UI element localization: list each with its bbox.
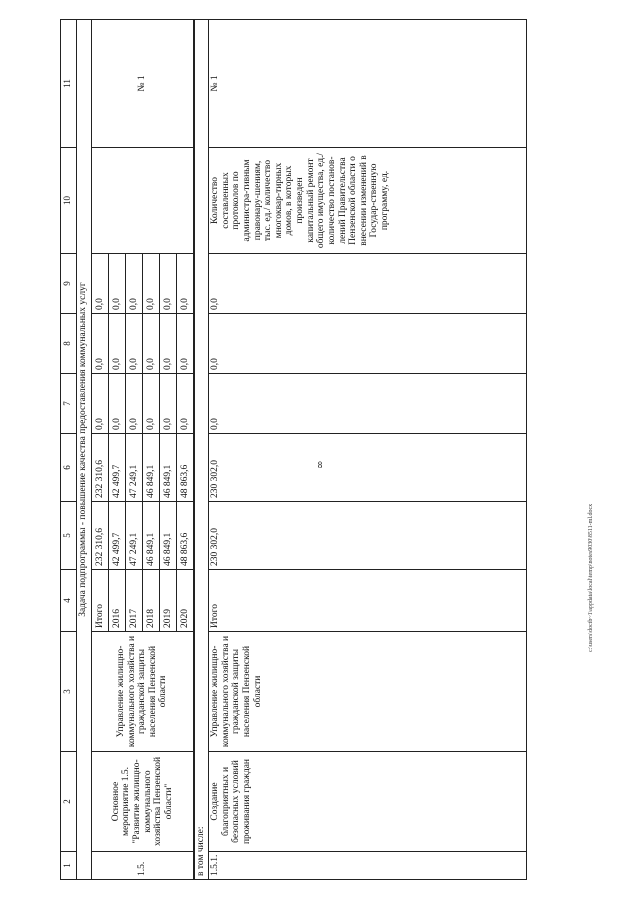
value-cell: 0,0 xyxy=(126,314,143,374)
page-number: 8 xyxy=(317,460,323,470)
measure-name: Основное мероприятие 1.5. "Развитие жилищно-коммунального хозяйства Пензенской области" xyxy=(92,752,195,852)
value-cell: 48 863,6 xyxy=(177,434,195,502)
value-cell: 0,0 xyxy=(143,374,160,434)
value-cell: 0,0 xyxy=(177,254,195,314)
including-label: в том числе: xyxy=(194,20,209,880)
program-table xyxy=(60,19,527,880)
value-cell: 0,0 xyxy=(209,254,527,314)
task-text: Задача подпрограммы - повышение качества предоставления коммунальных услуг xyxy=(77,20,92,880)
indicator-cell xyxy=(92,148,195,254)
value-cell: 0,0 xyxy=(92,254,109,314)
header-row xyxy=(61,20,77,880)
value-cell: 0,0 xyxy=(143,314,160,374)
header-cell: 7 xyxy=(61,374,77,434)
header-cell: 1 xyxy=(61,852,77,880)
value-cell: 0,0 xyxy=(109,314,126,374)
year-cell: 2018 xyxy=(143,570,160,632)
value-cell: 47 249,1 xyxy=(126,502,143,570)
value-cell: 0,0 xyxy=(109,254,126,314)
executor: Управление жилищно-коммунального хозяйства и гражданской защиты населения Пензенской области xyxy=(209,632,527,752)
value-cell: 0,0 xyxy=(209,374,527,434)
year-cell: 2016 xyxy=(109,570,126,632)
value-cell: 0,0 xyxy=(92,314,109,374)
year-cell: 2019 xyxy=(160,570,177,632)
rotated-table-area xyxy=(60,20,570,880)
year-cell: Итого xyxy=(209,570,527,632)
task-row xyxy=(77,20,92,880)
measure-name: Создание благоприятных и безопасных условий проживания граждан xyxy=(209,752,527,852)
value-cell: 46 849,1 xyxy=(143,434,160,502)
value-cell: 232 310,6 xyxy=(92,502,109,570)
row-number: 1.5. xyxy=(92,852,195,880)
table-row xyxy=(209,20,527,880)
header-cell: 10 xyxy=(61,148,77,254)
year-cell: Итого xyxy=(92,570,109,632)
value-cell: 0,0 xyxy=(126,254,143,314)
value-cell: 42 499,7 xyxy=(109,502,126,570)
file-path: c:\users\doctb~1\appdata\local\temp\notes9030\8511-ml.docx xyxy=(588,503,594,652)
value-cell: 42 499,7 xyxy=(109,434,126,502)
indicator-ref: № 1 xyxy=(92,20,195,148)
row-number: 1.5.1. xyxy=(209,852,527,880)
executor: Управление жилищно-коммунального хозяйства и гражданской защиты населения Пензенской области xyxy=(92,632,195,752)
table-row xyxy=(92,20,109,880)
header-cell: 8 xyxy=(61,314,77,374)
value-cell: 46 849,1 xyxy=(143,502,160,570)
value-cell: 0,0 xyxy=(160,314,177,374)
header-cell: 9 xyxy=(61,254,77,314)
value-cell: 0,0 xyxy=(177,374,195,434)
value-cell: 0,0 xyxy=(209,314,527,374)
including-row xyxy=(194,20,209,880)
header-cell: 4 xyxy=(61,570,77,632)
value-cell: 0,0 xyxy=(126,374,143,434)
value-cell: 46 849,1 xyxy=(160,434,177,502)
indicator-ref: № 1 xyxy=(209,20,527,148)
header-cell: 11 xyxy=(61,20,77,148)
header-cell: 6 xyxy=(61,434,77,502)
value-cell: 48 863,6 xyxy=(177,502,195,570)
indicator-text: Количество составленных протоколов по администра-тивным правонару-шениям, тыс. ед./ количество многоквар-тирных домов, в которых произведен капитальный ремонт общего имущества, ед./ количество постанов-лений Правительства Пензенской области о внесении изменений в Государ-ственную программу, ед. xyxy=(209,148,527,254)
value-cell: 0,0 xyxy=(109,374,126,434)
value-cell: 230 302,0 xyxy=(209,502,527,570)
header-cell: 2 xyxy=(61,752,77,852)
value-cell: 0,0 xyxy=(177,314,195,374)
value-cell: 0,0 xyxy=(160,254,177,314)
year-cell: 2020 xyxy=(177,570,195,632)
value-cell: 46 849,1 xyxy=(160,502,177,570)
header-cell: 5 xyxy=(61,502,77,570)
header-cell: 3 xyxy=(61,632,77,752)
value-cell: 0,0 xyxy=(160,374,177,434)
value-cell: 232 310,6 xyxy=(92,434,109,502)
value-cell: 230 302,0 xyxy=(209,434,527,502)
year-cell: 2017 xyxy=(126,570,143,632)
value-cell: 0,0 xyxy=(92,374,109,434)
value-cell: 47 249,1 xyxy=(126,434,143,502)
value-cell: 0,0 xyxy=(143,254,160,314)
